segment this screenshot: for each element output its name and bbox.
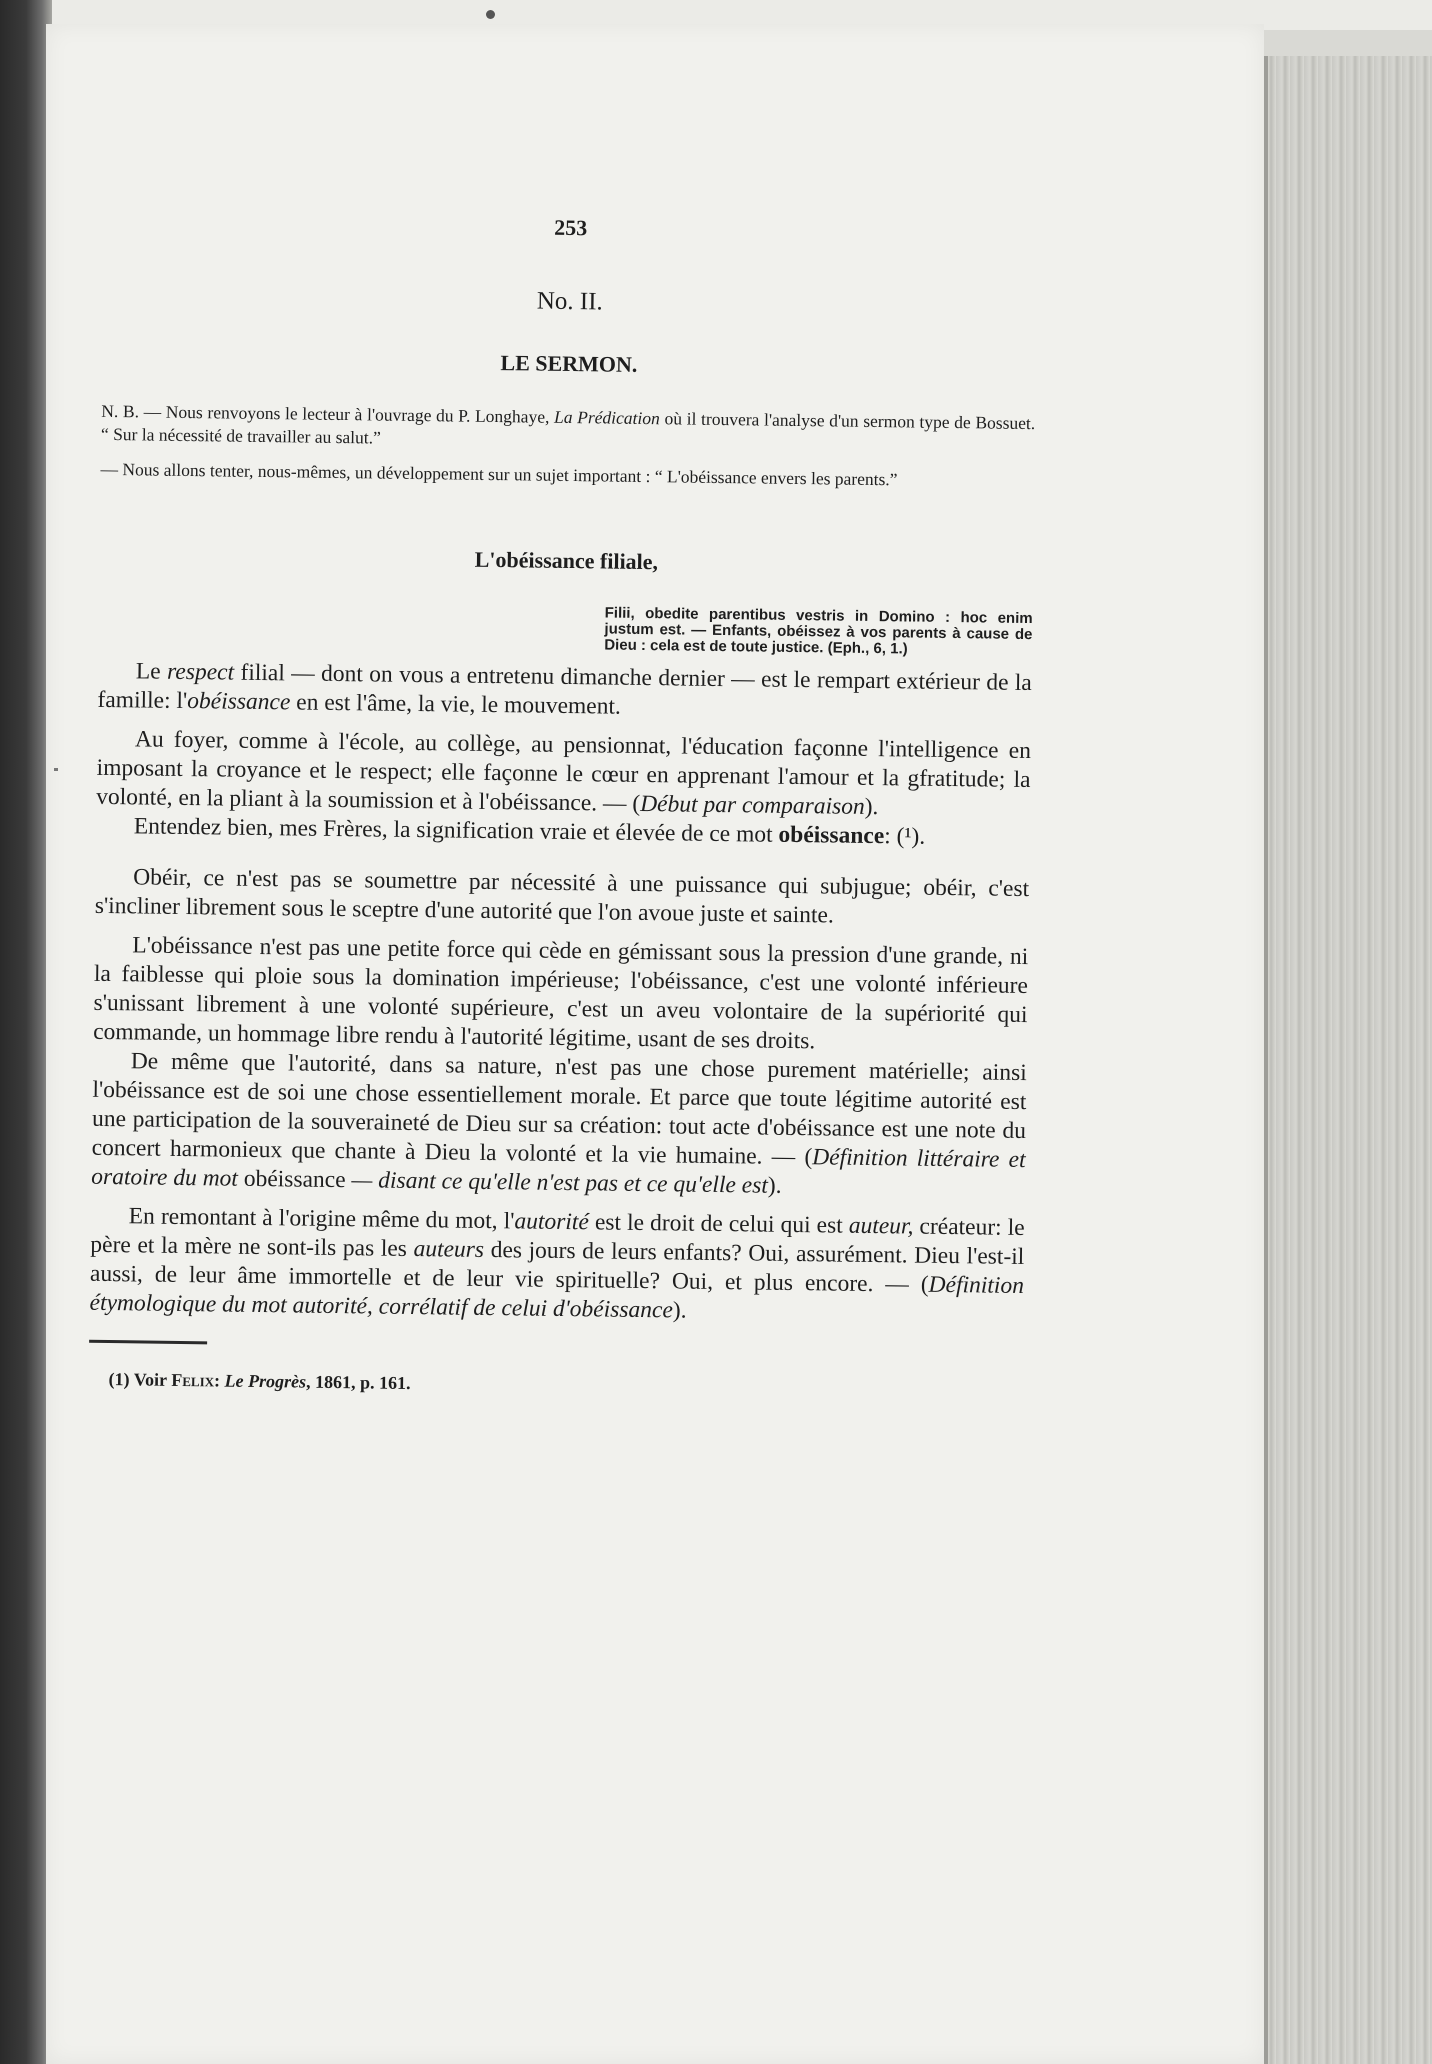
footnote-sep: : — [213, 1370, 225, 1391]
paragraph-2 — [96, 725, 1031, 824]
p7-emph-auteur: auteur, — [848, 1212, 914, 1240]
paragraph-4: Obéir, ce n'est pas se soumettre par nécessité à une puissance qui subjugue; obéir, c'est s'incliner librement sous le sceptre d'une autorité que l'on avoue juste et sainte. — [94, 864, 1030, 929]
p6-text-c: obéissance — [237, 1165, 352, 1194]
p1-emph-obeissance: obéissance — [187, 688, 291, 716]
p1-emph-respect: respect — [166, 658, 235, 686]
p7-emph-autorite: autorité — [514, 1208, 590, 1236]
p2-text-c: ). — [864, 793, 879, 821]
paragraph-6 — [91, 1047, 1027, 1204]
scan-speck — [486, 10, 495, 19]
scan-speck-margin — [54, 768, 58, 771]
paragraph-7 — [89, 1202, 1024, 1330]
section-title: LE SERMON. — [500, 350, 638, 377]
nota-bene-paragraph — [101, 400, 1036, 458]
book-page-edges — [1262, 56, 1432, 2064]
footnote-rest: , 1861, p. 161. — [305, 1371, 411, 1394]
book-binding-shadow — [0, 0, 52, 2064]
nb-text: N. B. — Nous renvoyons le lecteur à l'ouvrage du P. Longhaye, — [101, 400, 555, 427]
p7-text-i: ). — [672, 1297, 687, 1324]
page-number: 253 — [554, 214, 588, 241]
epigraph: Filii, obedite parentibus vestris in Domino : hoc enim justum est. — Enfants, obéissez à vos parents à cause de Dieu : cela est de toute justice. (Eph., 6, 1.) — [604, 604, 1033, 658]
p6-text-a: De même que l'autorité, dans sa nature, n'est pas une chose purement matérielle; ainsi l'obéissance est de soi une chose essentiellement morale. Et parce que toute légitime autorité est une participation de la souveraineté de Dieu sur sa création: tout acte d'obéissance est une note du concert harmonieux que chante à Dieu la volonté et la vie humaine. — ( — [91, 1048, 1027, 1171]
footnote-marker: (1) Voir — [108, 1369, 172, 1390]
paragraph-5: L'obéissance n'est pas une petite force qui cède en gémissant sous la pression d'une grande, ni la faiblesse qui ploie sous la domination impérieuse; l'obéissance, c'est une volonté inférieure s'unissant librement à une volonté supérieure, c'est un aveu volontaire de la supériorité qui commande, un hommage libre rendu à l'autorité légitime, usant de ses droits. — [93, 932, 1029, 1055]
nb-text-rest: où il trouvera l'analyse d'un sermon type de Bossuet. “ Sur la nécessité de travailler au salut.” — [100, 408, 1036, 448]
page-text-block — [88, 202, 1037, 1402]
p2-note: Début par comparaison — [640, 790, 865, 820]
p1-text-e: en est l'âme, la vie, le mouvement. — [290, 689, 622, 720]
p7-text-e: créateur: le père et la mère ne sont-ils pas les — [90, 1213, 1025, 1263]
p7-emph-auteurs: auteurs — [413, 1236, 485, 1263]
p2-text-a: Au foyer, comme à l'école, au collège, au pensionnat, l'éducation façonne l'intelligence en imposant la croyance et le respect; elle façonne le cœur en apprenant l'amour et la gfratitude; la volonté, en la pliant à la soumission et à l'obéissance. — ( — [96, 726, 1032, 817]
p6-note-b: — disant ce qu'elle n'est pas et ce qu'elle est — [351, 1167, 769, 1199]
p6-text-e: ). — [767, 1172, 782, 1199]
p6-note-a: Définition littéraire et oratoire du mot — [91, 1144, 1026, 1192]
nb-book-title: La Prédication — [553, 406, 660, 429]
p7-note: Définition étymologique du mot autorité, corrélatif de celui d'obéissance — [89, 1271, 1025, 1324]
p1-text-a: Le — [135, 658, 168, 685]
p3-keyword: obéissance — [778, 821, 885, 850]
p7-text-c: est le droit de celui qui est — [588, 1209, 849, 1239]
intro-paragraph: — Nous allons tenter, nous-mêmes, un développement sur un sujet important : “ L'obéissance envers les parents.” — [100, 458, 898, 490]
p7-text-a: En remontant à l'origine même du mot, l' — [128, 1203, 515, 1235]
p3-text-a: Entendez bien, mes Frères, la signification vraie et élevée de ce mot — [133, 813, 779, 848]
sermon-subtitle: L'obéissance filiale, — [474, 546, 659, 575]
footnote-work: Le Progrès — [224, 1370, 307, 1392]
paragraph-1 — [97, 657, 1032, 727]
p7-text-g: des jours de leurs enfants? Oui, assurément. Dieu l'est-il aussi, de leur âme immortelle et de leur vie spirituelle? Oui, et plus encore. — ( — [89, 1236, 1025, 1298]
footnote-author: Felix — [171, 1369, 215, 1391]
footnote-rule — [89, 1340, 207, 1345]
p3-text-c: : (¹). — [884, 823, 926, 850]
section-number: No. II. — [536, 287, 603, 316]
p1-text-c: filial — dont on vous a entretenu dimanche dernier — est le rempart extérieur de la famille: l' — [97, 659, 1032, 715]
